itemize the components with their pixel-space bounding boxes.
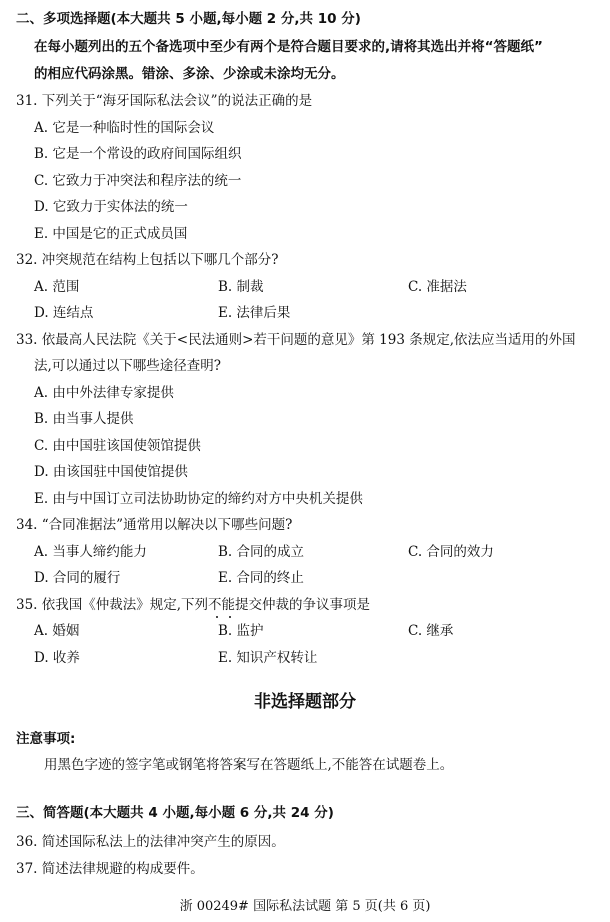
q36: 36. 简述国际私法上的法律冲突产生的原因。 <box>16 834 285 850</box>
q33-option-c: C. 由中国驻该国使领馆提供 <box>34 438 201 454</box>
q34-option-e: E. 合同的终止 <box>218 570 304 586</box>
q31-option-b: B. 它是一个常设的政府间国际组织 <box>34 146 242 162</box>
q31-option-e: E. 中国是它的正式成员国 <box>34 226 188 242</box>
q33-option-e: E. 由与中国订立司法协助协定的缔约对方中央机关提供 <box>34 491 363 507</box>
q34-stem: 34. “合同准据法”通常用以解决以下哪些问题? <box>16 517 293 533</box>
q32-stem: 32. 冲突规范在结构上包括以下哪几个部分? <box>16 252 279 268</box>
part2-title: 非选择题部分 <box>254 692 356 712</box>
q34-option-c: C. 合同的效力 <box>408 544 494 560</box>
sec2-heading: 二、多项选择题(本大题共 5 小题,每小题 2 分,共 10 分) <box>16 11 361 27</box>
q35-option-d: D. 收养 <box>34 650 80 666</box>
q35-option-b: B. 监护 <box>218 623 264 639</box>
q35-option-e: E. 知识产权转让 <box>218 650 318 666</box>
q34-option-b: B. 合同的成立 <box>218 544 305 560</box>
sec2-instruction-2: 的相应代码涂黑。错涂、多涂、少涂或未涂均无分。 <box>34 66 345 82</box>
notice-text: 用黑色字迹的签字笔或钢笔将答案写在答题纸上,不能答在试题卷上。 <box>44 757 454 773</box>
q31-option-a: A. 它是一种临时性的国际会议 <box>34 120 215 136</box>
q31-stem: 31. 下列关于“海牙国际私法会议”的说法正确的是 <box>16 93 313 109</box>
q31-option-c: C. 它致力于冲突法和程序法的统一 <box>34 173 242 189</box>
sec2-instruction-1: 在每小题列出的五个备选项中至少有两个是符合题目要求的,请将其选出并将“答题纸” <box>34 39 543 55</box>
q35-stem: 35. 依我国《仲裁法》规定,下列不能提交仲裁的争议事项是 <box>16 597 371 613</box>
q31-option-d: D. 它致力于实体法的统一 <box>34 199 188 215</box>
q33-stem-1: 33. 依最高人民法院《关于<民法通则>若干问题的意见》第 193 条规定,依法应当适用的外国 <box>16 332 576 348</box>
q32-option-b: B. 制裁 <box>218 279 264 295</box>
emphasis-dot <box>216 616 218 618</box>
q34-option-a: A. 当事人缔约能力 <box>34 544 147 560</box>
q32-option-e: E. 法律后果 <box>218 305 291 321</box>
q32-option-a: A. 范围 <box>34 279 80 295</box>
q33-option-d: D. 由该国驻中国使馆提供 <box>34 464 188 480</box>
q32-option-c: C. 准据法 <box>408 279 467 295</box>
q33-option-a: A. 由中外法律专家提供 <box>34 385 174 401</box>
q32-option-d: D. 连结点 <box>34 305 94 321</box>
notice-heading: 注意事项: <box>16 731 76 747</box>
q34-option-d: D. 合同的履行 <box>34 570 121 586</box>
page-footer: 浙 00249# 国际私法试题 第 5 页(共 6 页) <box>179 899 431 914</box>
q35-option-c: C. 继承 <box>408 623 454 639</box>
q33-option-b: B. 由当事人提供 <box>34 411 134 427</box>
q35-option-a: A. 婚姻 <box>34 623 80 639</box>
q33-stem-2: 法,可以通过以下哪些途径查明? <box>34 358 222 374</box>
sec3-heading: 三、简答题(本大题共 4 小题,每小题 6 分,共 24 分) <box>16 805 334 821</box>
q37: 37. 简述法律规避的构成要件。 <box>16 861 204 877</box>
emphasis-dot <box>229 616 231 618</box>
